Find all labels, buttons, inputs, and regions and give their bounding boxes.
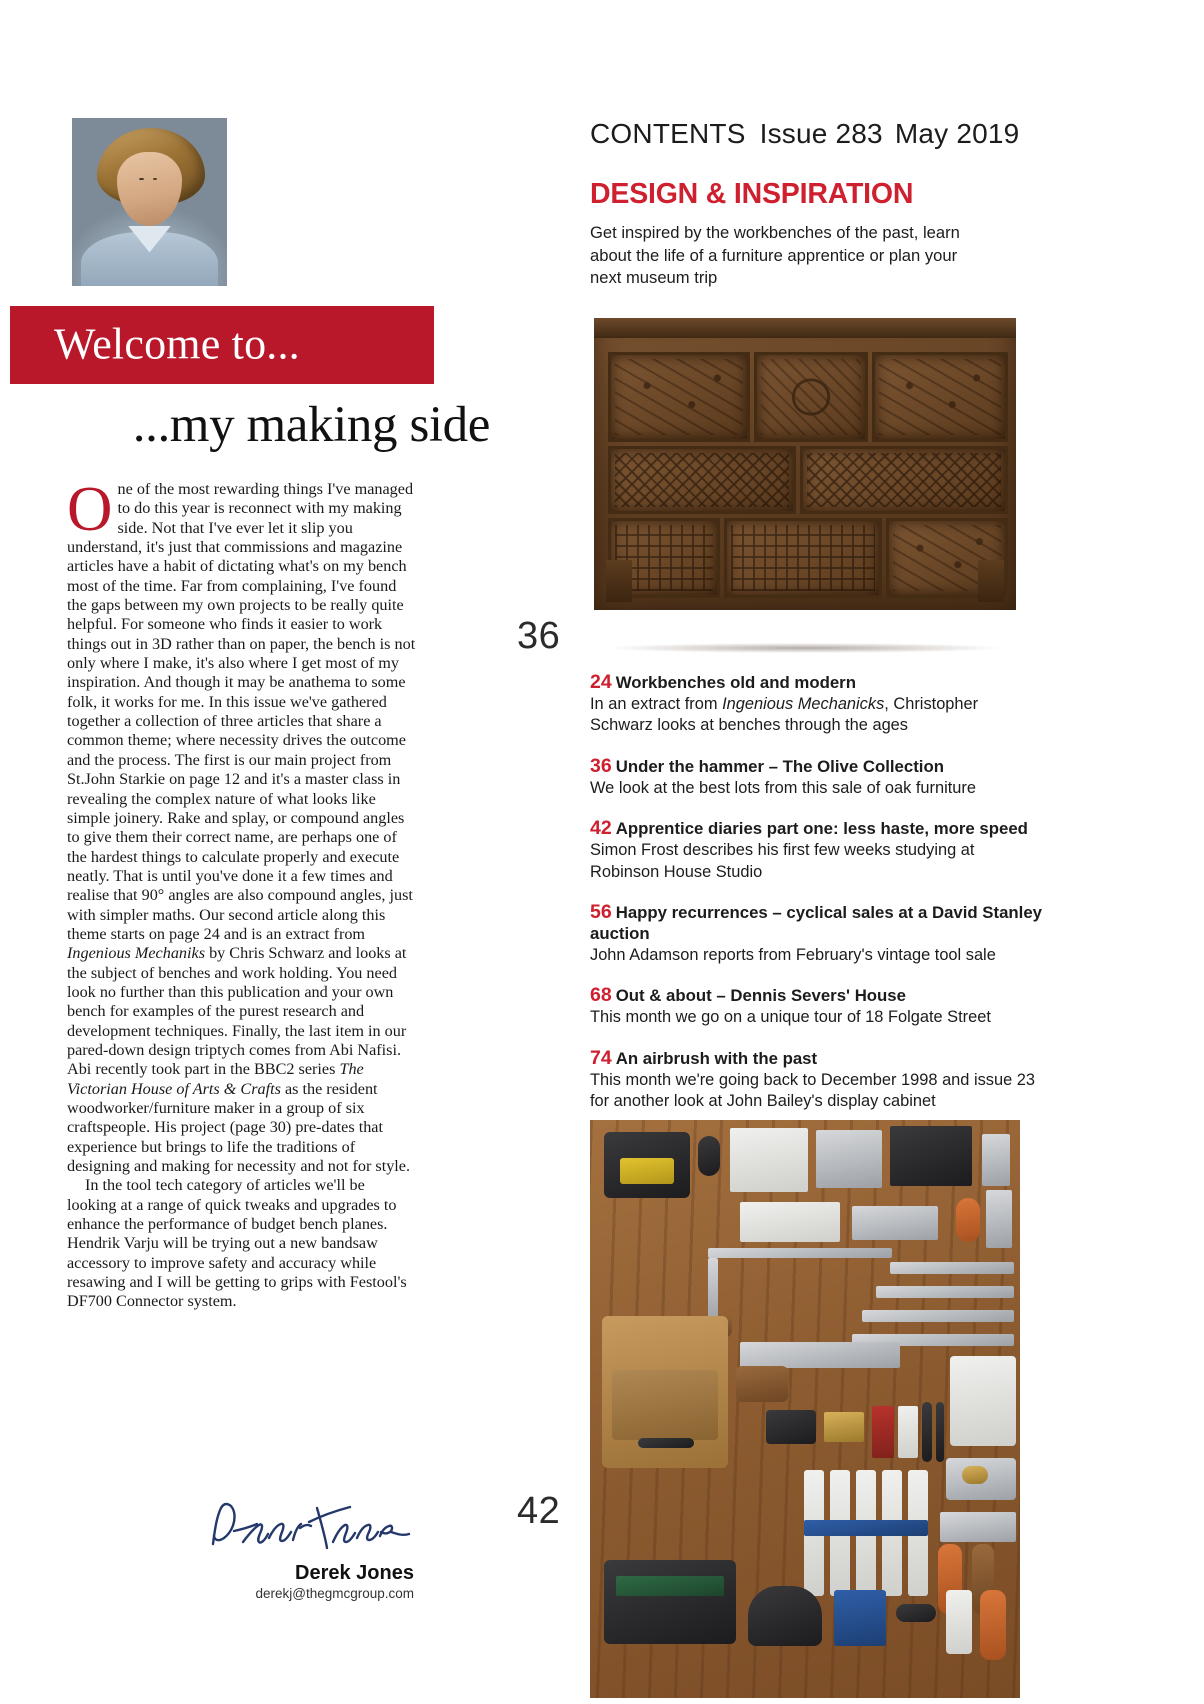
contents-entry-page: 68 bbox=[590, 984, 612, 1007]
tool-apron-strap bbox=[638, 1438, 694, 1448]
tool-chisel-band bbox=[804, 1520, 928, 1536]
editorial-paragraph-1 bbox=[67, 474, 417, 1176]
page-number-marker-tools: 42 bbox=[517, 1490, 561, 1532]
tool-blue-box bbox=[834, 1590, 886, 1646]
portrait-eye-right bbox=[153, 178, 158, 180]
contents-entry-page: 74 bbox=[590, 1046, 612, 1069]
contents-entry-heading bbox=[590, 672, 1042, 693]
chest-top-surface bbox=[594, 318, 1016, 338]
tool-sponge bbox=[620, 1158, 674, 1184]
tool-pencil-1 bbox=[922, 1402, 932, 1462]
paragraph-1-text-b: by Chris Schwarz and looks at the subject of benches and work holding. You need look no further than this publication and your own bench for examples of the purest research and development techniques. Finally, the last item in our pared-down design triptych comes from Abi Nafisi. Abi recently took part in the BBC2 series bbox=[67, 944, 407, 1079]
tool-case-insert bbox=[616, 1576, 724, 1596]
contents-entry-description bbox=[590, 840, 1042, 883]
chest-shadow bbox=[610, 643, 1000, 653]
tool-pencil-2 bbox=[936, 1402, 944, 1462]
chest-leg-right bbox=[978, 560, 1004, 602]
tool-tape-measure bbox=[766, 1410, 816, 1444]
chest-panel-4 bbox=[608, 446, 796, 514]
desc-before: This month we're going back to December 1998 and issue 23 for another look at John Bailey's display cabinet bbox=[590, 1070, 1036, 1111]
contents-entry-title: Apprentice diaries part one: less haste, more speed bbox=[615, 819, 1028, 839]
handwritten-signature bbox=[205, 1498, 420, 1560]
editorial-column bbox=[0, 0, 520, 1704]
section-title: DESIGN & INSPIRATION bbox=[590, 178, 914, 210]
desc-before: In an extract from bbox=[590, 695, 723, 713]
contents-entry[interactable] bbox=[590, 756, 1042, 799]
editor-portrait-photo bbox=[72, 118, 227, 286]
desc-italic: Ingenious Mechanicks bbox=[722, 695, 885, 713]
tool-sharpening-stone-white bbox=[730, 1128, 808, 1192]
contents-entry-heading bbox=[590, 1048, 1042, 1069]
tool-handle-orange bbox=[956, 1198, 980, 1242]
tool-apron-pocket bbox=[612, 1370, 718, 1440]
contents-entry-description bbox=[590, 694, 1042, 737]
contents-entry-page: 24 bbox=[590, 671, 612, 693]
contents-entry[interactable] bbox=[590, 902, 1042, 966]
contents-entry-title: An airbrush with the past bbox=[615, 1048, 818, 1068]
carving-detail bbox=[615, 453, 789, 507]
page-number-marker-chest: 36 bbox=[517, 615, 561, 657]
paragraph-1-text-a: ne of the most rewarding things I've managed to do this year is reconnect with my making side. Not that I've ever let it slip you understand, it's just that commissions and magazine articles have a habit of dictating what's on my bench most of the time. Far from complaining, I've found the gaps between my own projects to be really quite helpful. For someone who finds it easier to work things out in 3D rather than on paper, the bench is not only where I make, it's also where I get most of my inspiration. And though it may be anathema to some folk, it works for me. In this issue we've gathered together a collection of three articles that share a common theme; where necessity drives the outcome and the process. The first is our main project from St.John Starkie on page 12 and it's a master class in revealing the complex nature of what looks like simple joinery. Rake and splay, or compound angles to give them their correct name, are perhaps one of the hardest things to calculate properly and execute neatly. That is until you've done it a few times and realise that 90° angles are also compound angles, just with simpler maths. Our second article along this theme starts on page 24 and is an extract from bbox=[67, 480, 416, 943]
chest-panel-2 bbox=[754, 352, 868, 442]
contents-label: CONTENTS bbox=[590, 118, 746, 149]
contents-column bbox=[590, 0, 1043, 1704]
tool-sharpening-stone-grey bbox=[816, 1130, 882, 1188]
contents-entry-page: 42 bbox=[590, 817, 612, 840]
tool-notebook-white bbox=[898, 1406, 918, 1458]
chest-body bbox=[594, 318, 1016, 610]
section-standfirst: Get inspired by the workbenches of the past, learn about the life of a furniture apprentice or plan your next museum trip bbox=[590, 223, 960, 287]
paragraph-1-text-c: as the resident woodworker/furniture maker in a group of six craftspeople. His project (page 30) pre-dates that experience but brings to life the traditions of designing and making for necessity and not for style. bbox=[67, 1079, 411, 1176]
desc-before: John Adamson reports from February's vintage tool sale bbox=[590, 946, 996, 965]
chest-panel-1 bbox=[608, 352, 750, 442]
contents-entry-title: Workbenches old and modern bbox=[615, 673, 856, 692]
tool-plastic-box bbox=[950, 1356, 1016, 1446]
paragraph-1-italic-1: Ingenious Mechaniks bbox=[67, 944, 206, 963]
carving-detail bbox=[879, 359, 1001, 435]
contents-entry-heading bbox=[590, 985, 1042, 1006]
tool-square bbox=[986, 1190, 1012, 1248]
editor-email[interactable]: derekj@thegmcgroup.com bbox=[255, 1586, 414, 1601]
contents-entry-description bbox=[590, 1070, 1042, 1113]
tool-notebook-red bbox=[872, 1406, 894, 1458]
contents-entry-heading bbox=[590, 756, 1042, 777]
signature-block bbox=[60, 1498, 420, 1601]
contents-entry-description bbox=[590, 778, 1042, 799]
tool-clamp bbox=[982, 1134, 1010, 1186]
paragraph-1-italic-2: The Victorian House of Arts & Crafts bbox=[67, 1060, 364, 1098]
issue-label: Issue 283 bbox=[759, 118, 883, 149]
chest-panel-5 bbox=[800, 446, 1008, 514]
tool-honing-guide-pad bbox=[740, 1202, 840, 1242]
tool-bottle bbox=[698, 1136, 720, 1176]
chest-panel-3 bbox=[872, 352, 1008, 442]
carving-detail bbox=[615, 359, 743, 435]
tool-steel-rule-2 bbox=[876, 1286, 1014, 1298]
contents-entry-title: Happy recurrences – cyclical sales at a David Stanley auction bbox=[590, 903, 1043, 944]
editor-name: Derek Jones bbox=[295, 1562, 414, 1584]
contents-header bbox=[590, 118, 1019, 150]
contents-entry[interactable] bbox=[590, 1048, 1042, 1113]
desc-before: We look at the best lots from this sale of oak furniture bbox=[590, 778, 976, 797]
tool-mallet bbox=[980, 1590, 1006, 1660]
contents-entry[interactable] bbox=[590, 985, 1042, 1028]
tool-steel-rule-3 bbox=[862, 1310, 1014, 1322]
contents-entry-title: Under the hammer – The Olive Collection bbox=[615, 756, 944, 776]
contents-entry-heading bbox=[590, 818, 1042, 839]
carving-detail bbox=[761, 359, 861, 435]
tool-clamp-small bbox=[896, 1604, 936, 1622]
tool-marking-gauge bbox=[824, 1412, 864, 1442]
desc-before: Simon Frost describes his first few weeks studying at Robinson House Studio bbox=[590, 841, 975, 881]
tool-panel-saw-blade bbox=[940, 1512, 1016, 1542]
contents-entry-page: 56 bbox=[590, 901, 612, 924]
chest-panel-7 bbox=[724, 518, 882, 598]
contents-entry[interactable] bbox=[590, 672, 1042, 737]
desc-before: This month we go on a unique tour of 18 Folgate Street bbox=[590, 1008, 991, 1027]
carving-detail bbox=[807, 453, 1001, 507]
tool-case-black bbox=[604, 1560, 736, 1644]
tool-steel-rule-short bbox=[852, 1206, 938, 1240]
desc-after: , Christopher Schwarz looks at benches through the ages bbox=[590, 695, 979, 735]
chest-leg-left bbox=[606, 560, 632, 602]
drop-cap: O bbox=[67, 474, 113, 544]
editorial-body bbox=[67, 474, 417, 1312]
date-label: May 2019 bbox=[894, 118, 1020, 149]
tool-coping-saw-arm bbox=[708, 1258, 718, 1322]
contents-entry[interactable] bbox=[590, 818, 1042, 883]
portrait-eye-left bbox=[139, 178, 144, 180]
editorial-paragraph-2: In the tool tech category of articles we'll be looking at a range of quick tweaks and upgrades to enhance the performance of budget bench planes. Hendrik Varju will be trying out a new bandsaw accessory to improve safety and accuracy while resawing and I will be getting to grips with Festool's DF700 Connector system. bbox=[67, 1176, 407, 1311]
welcome-banner-text: Welcome to... bbox=[54, 319, 300, 369]
contents-entry-title: Out & about – Dennis Severs' House bbox=[615, 986, 906, 1006]
tool-respirator bbox=[748, 1586, 822, 1646]
tool-tenon-saw-blade bbox=[740, 1342, 900, 1368]
contents-entry-heading bbox=[590, 902, 1042, 944]
contents-entry-description bbox=[590, 945, 1042, 966]
carving-detail bbox=[731, 525, 875, 591]
contents-list bbox=[590, 672, 1042, 1132]
welcome-banner bbox=[10, 306, 434, 384]
tool-file bbox=[946, 1590, 972, 1654]
tool-plane-knob bbox=[962, 1466, 988, 1484]
carved-oak-chest-photo bbox=[590, 310, 1020, 655]
tool-tenon-saw-handle bbox=[736, 1366, 788, 1402]
editorial-headline: ...my making side bbox=[132, 397, 490, 453]
contents-entry-description bbox=[590, 1007, 1042, 1028]
tool-slate-block bbox=[890, 1126, 972, 1186]
tool-coping-saw-frame bbox=[708, 1248, 892, 1258]
tool-steel-rule-1 bbox=[890, 1262, 1014, 1274]
contents-entry-page: 36 bbox=[590, 754, 612, 777]
hand-tools-flat-lay-photo bbox=[590, 1120, 1020, 1698]
